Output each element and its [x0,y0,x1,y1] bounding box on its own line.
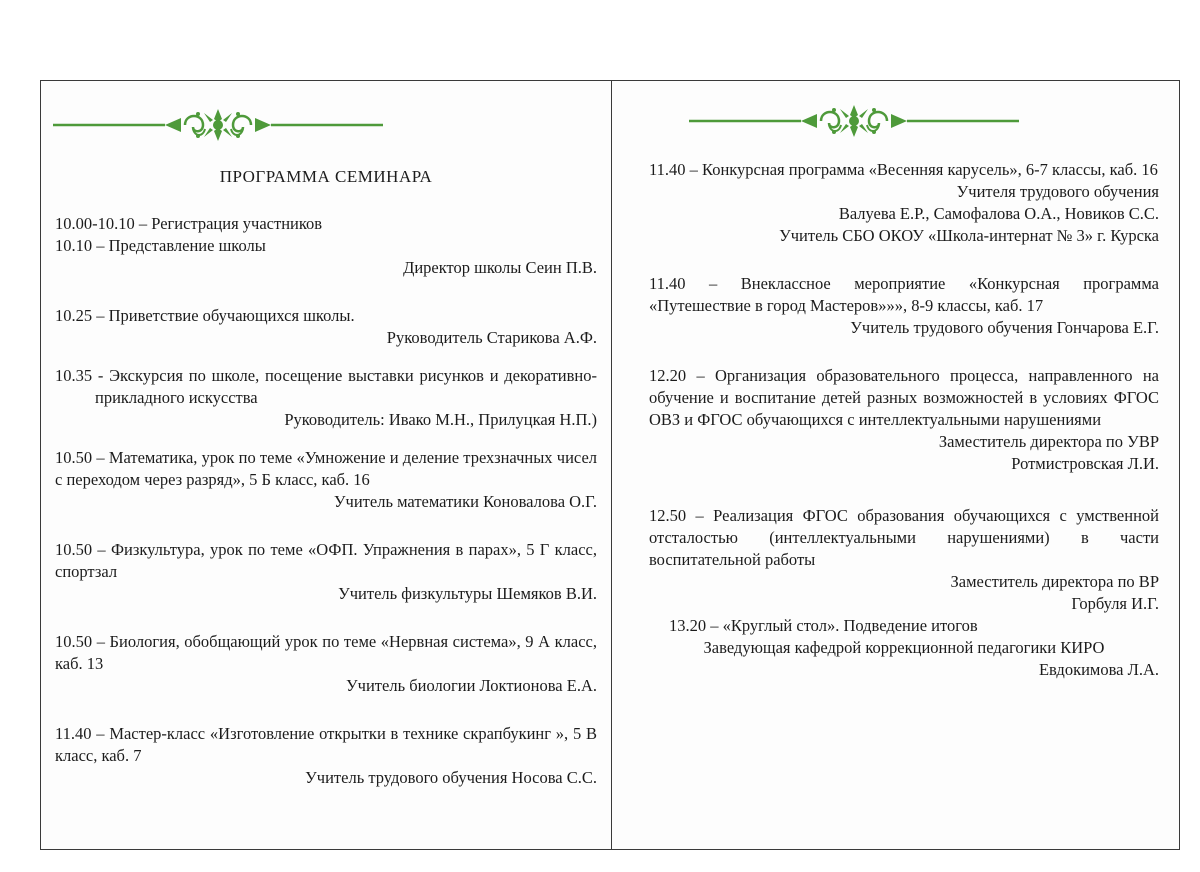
program-title: ПРОГРАММА СЕМИНАРА [219,167,433,186]
item-text: 10.00-10.10 – Регистрация участников [55,214,323,233]
item-speaker: Учителя трудового обучения [956,182,1159,201]
schedule-item [649,159,1159,247]
item-speaker: Учитель биологии Локтионова Е.А. [346,676,597,695]
item-speaker: Заместитель директора по ВР [950,572,1159,591]
floral-divider-icon [53,107,383,143]
left-schedule [55,213,597,789]
item-speaker: Заведующая кафедрой коррекционной педагогики КИРО [703,638,1105,657]
schedule-item [649,273,1159,339]
item-text: 10.50 – Биология, обобщающий урок по теме «Нервная система», 9 А класс, каб. 13 [55,632,597,673]
item-text: 11.40 – Мастер-класс «Изготовление открытки в технике скрапбукинг », 5 В класс, каб. 7 [55,724,597,765]
item-text: 10.25 – Приветствие обучающихся школы. [55,306,355,325]
schedule-item [55,447,597,513]
schedule-item [55,723,597,789]
item-speaker: Евдокимова Л.А. [1038,660,1159,679]
item-speaker: Директор школы Сеин П.В. [403,258,597,277]
item-text: 10.50 – Физкультура, урок по теме «ОФП. Упражнения в парах», 5 Г класс, спортзал [55,540,597,581]
item-text: 10.50 – Математика, урок по теме «Умножение и деление трехзначных чисел с переходом через разряд», 5 Б класс, каб. 16 [55,448,597,489]
schedule-item [55,305,597,349]
item-speaker: Валуева Е.Р., Самофалова О.А., Новиков С.С. [838,204,1159,223]
item-text: 10.35 - Экскурсия по школе, посещение выставки рисунков и декоративно- прикладного искусства [55,366,597,407]
item-speaker: Руководитель Старикова А.Ф. [386,328,597,347]
schedule-item [55,365,597,431]
item-speaker: Руководитель: Ивако М.Н., Прилуцкая Н.П.) [284,410,597,429]
item-speaker: Учитель физкультуры Шемяков В.И. [338,584,597,603]
schedule-item [649,365,1159,475]
item-speaker: Горбуля И.Г. [1071,594,1159,613]
right-column [613,81,1181,849]
item-text: 12.20 – Организация образовательного процесса, направленного на обучение и воспитание детей разных возможностей в условиях ФГОС ОВЗ и ФГОС обучающихся с интеллектуальными нарушениями [649,366,1159,429]
item-speaker: Учитель математики Коновалова О.Г. [333,492,597,511]
schedule-item [55,631,597,697]
item-text: 12.50 – Реализация ФГОС образования обучающихся с умственной отсталостью (интеллектуальными нарушениями) в части воспитательной работы [649,506,1159,569]
schedule-item [55,213,597,235]
item-speaker: Заместитель директора по УВР [938,432,1159,451]
column-divider [611,81,612,849]
schedule-item [55,539,597,605]
item-text: 13.20 – «Круглый стол». Подведение итогов [669,616,978,635]
item-text: 11.40 – Конкурсная программа «Весенняя карусель», 6-7 классы, каб. 16 [649,160,1158,179]
item-speaker: Учитель трудового обучения Гончарова Е.Г. [850,318,1159,337]
item-text: 11.40 – Внеклассное мероприятие «Конкурсная программа «Путешествие в город Мастеров»»», 8-9 классы, каб. 17 [649,274,1159,315]
left-column [41,81,611,849]
item-speaker: Ротмистровская Л.И. [1011,454,1159,473]
right-schedule [649,159,1159,681]
item-text: 10.10 – Представление школы [55,236,266,255]
schedule-item [649,615,1159,681]
item-speaker: Учитель СБО ОКОУ «Школа-интернат № 3» г. Курска [779,226,1159,245]
floral-divider-icon [689,103,1019,139]
schedule-item [649,505,1159,615]
seminar-program-sheet [40,80,1180,850]
schedule-item [55,235,597,279]
item-speaker: Учитель трудового обучения Носова С.С. [305,768,597,787]
